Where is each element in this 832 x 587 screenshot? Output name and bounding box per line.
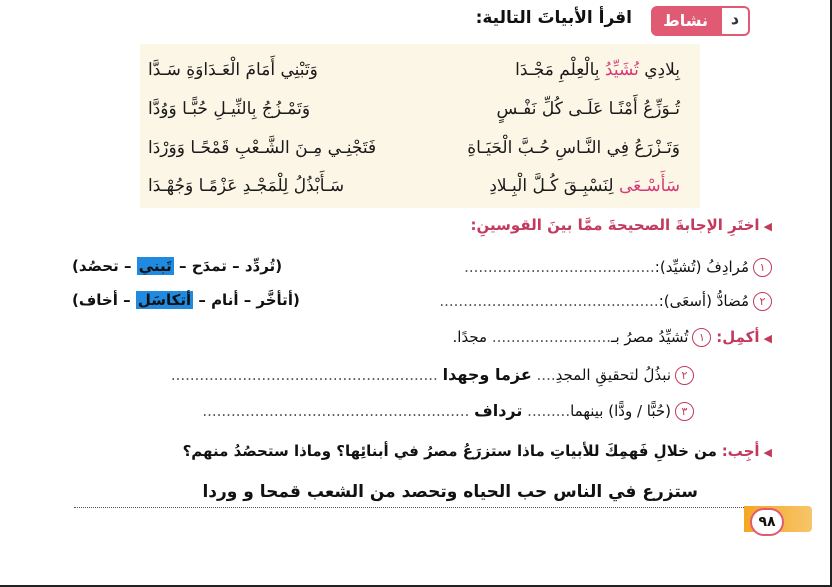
poem-row xyxy=(140,99,700,135)
verse-right: بِلادِي تُشَيِّدُ بِالْعِلْمِ مَجْـدَا xyxy=(515,60,680,80)
activity-badge xyxy=(651,6,750,36)
badge-letter: د xyxy=(720,6,750,36)
q2-item-3: ٣(حُبًّا / ودًّا) بينهما......... ترداف ........................................................ xyxy=(202,401,694,421)
q1-item-2: ٢مُضادُّ (أسعَى):.............................................. xyxy=(439,292,772,311)
number-circle: ١ xyxy=(753,258,772,277)
handwritten-answer: ترداف xyxy=(474,401,523,420)
poem-row xyxy=(140,60,700,96)
question-heading-choose: ◀اختَرِ الإجابةَ الصحيحةَ ممَّا بينَ القوسينِ: xyxy=(470,216,772,234)
verse-left: سَـأَبْذُلُ لِلْمَجْـدِ عَزْمًـا وَجُهْـدَا xyxy=(148,176,345,196)
number-circle: ٢ xyxy=(675,366,694,385)
arrow-icon: ◀ xyxy=(763,332,772,345)
verse-right: وَتَـزْرَعُ فِي النَّـاسِ حُـبَّ الْحَيَـاةِ xyxy=(467,138,680,158)
q1-options-2: (أتأخَّر – أنام – أتكاسَل – أخاف) xyxy=(72,291,300,309)
handwritten-answer: ستزرع في الناس حب الحياه وتحصد من الشعب قمحا و وردا xyxy=(202,482,698,502)
handwritten-answer: عزما وجهدا xyxy=(442,365,532,384)
q3-question: ◀أجِب: من خلالِ فَهمِكَ للأبياتِ ماذا ستزرَعُ مصرُ في أبنائِها؟ وماذا ستحصُدُ منهم؟ xyxy=(182,442,772,460)
verse-left: فَتَجْنِـي مِـنَ الشَّـعْبِ قَمْحًـا وَوَرْدَا xyxy=(148,138,377,158)
number-circle: ١ xyxy=(692,328,711,347)
number-circle: ٣ xyxy=(675,402,694,421)
page-title: اقرأ الأبياتَ التالية: xyxy=(475,8,632,28)
poem-row xyxy=(140,176,700,212)
page-number: ٩٨ xyxy=(750,508,784,536)
highlighted-word: تُشَيِّدُ xyxy=(604,60,639,80)
verse-left: وَتَمْـزُجُ بِالنِّيـلِ حُبًّـا وَوُدَّا xyxy=(148,99,311,119)
verse-left: وَتَبْنِي أَمَامَ الْعَـدَاوَةِ سَـدَّا xyxy=(148,60,318,80)
selected-option: تَبني xyxy=(138,257,172,275)
highlighted-word: سَأَسْـعَى xyxy=(618,176,680,196)
poem-box xyxy=(140,44,700,208)
q1-options-1: (تُردِّد – تمدَح – تَبني – تحصُد) xyxy=(72,257,283,275)
q2-item-2: ٢نبذُلُ لتحقيقِ المجدِ.... عزما وجهدا ........................................................ xyxy=(171,365,694,385)
q2-item-1: ◀أكمِل: ١تُشيِّدُ مصرُ بـ......................... مجدًا. xyxy=(452,328,772,346)
q1-item-1: ١مُرادِفُ (تُشيِّد):........................................ xyxy=(464,258,772,277)
number-circle: ٢ xyxy=(753,292,772,311)
arrow-icon: ◀ xyxy=(763,446,772,459)
poem-row xyxy=(140,138,700,174)
selected-option: أتكاسَل xyxy=(137,291,192,309)
badge-label: نشاط xyxy=(651,6,720,36)
verse-right: سَأَسْـعَى لِنَسْبِـقَ كُـلَّ الْبِـلادِ xyxy=(489,176,680,196)
arrow-icon: ◀ xyxy=(763,220,772,233)
verse-right: تُـوَزِّعُ أَمْنًـا عَلَـى كُلِّ نَفْـسٍ xyxy=(496,99,680,119)
